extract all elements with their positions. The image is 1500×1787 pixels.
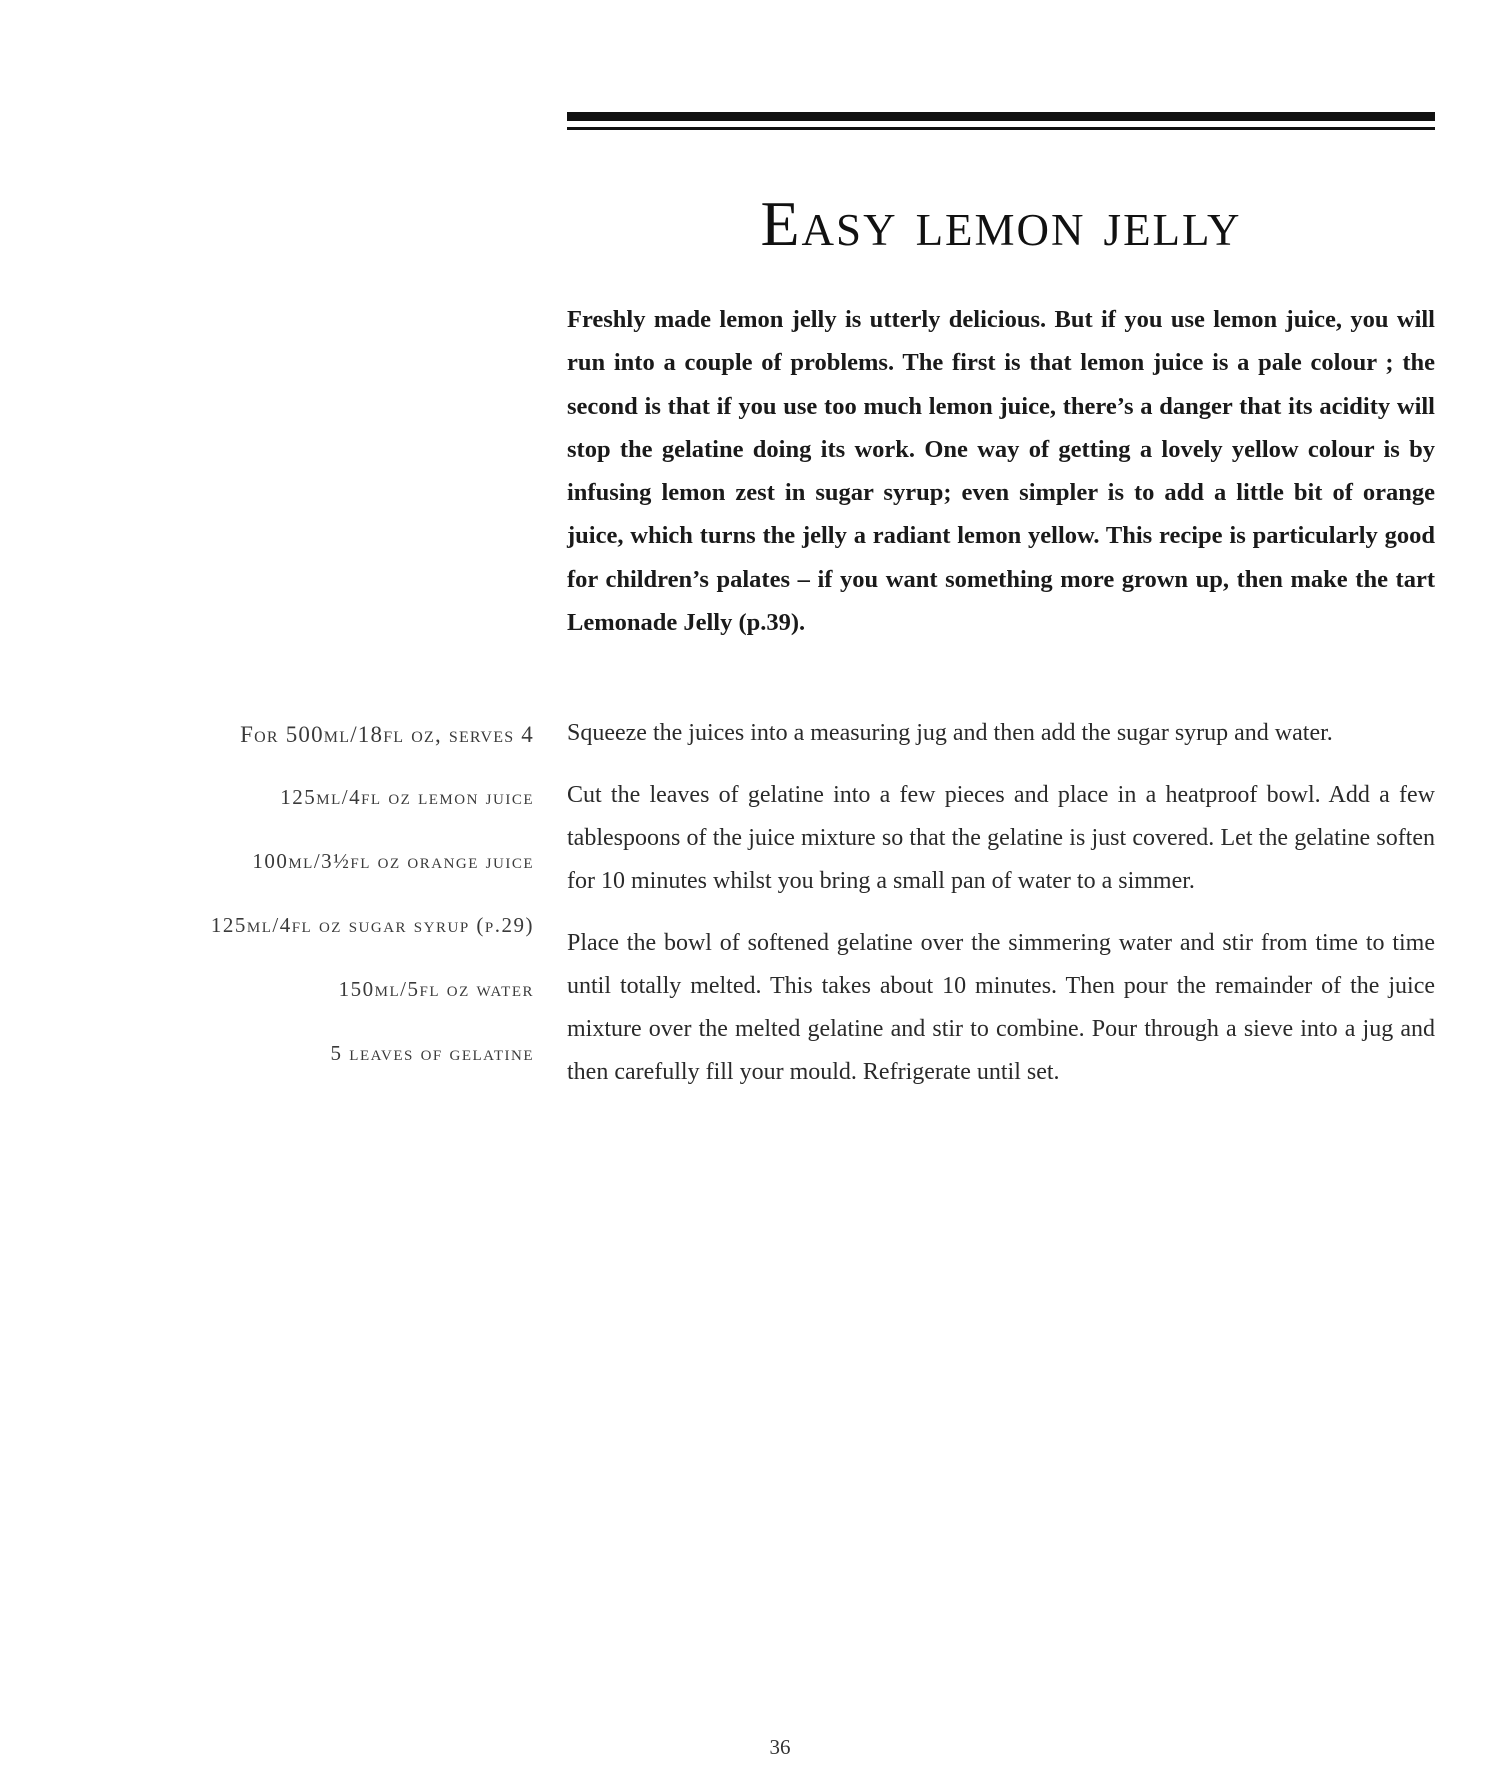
ingredient-item: 125ml/4fl oz sugar syrup (p.29) (210, 913, 534, 937)
ingredient-item: 5 leaves of gelatine (330, 1041, 534, 1065)
method-step: Squeeze the juices into a measuring jug and then add the sugar syrup and water. (567, 720, 1333, 746)
page-number: 36 (769, 1735, 791, 1759)
header-rule-thick (567, 112, 1435, 121)
ingredients-serves: For 500ml/18fl oz, serves 4 (240, 722, 534, 747)
ingredient-item: 100ml/3½fl oz orange juice (252, 849, 534, 873)
method-step: Place the bowl of softened gelatine over the simmering water and stir from time to time until totally melted. This takes about 10 minutes. Then pour the remainder of the juice mixture over the melted gelatine and stir to combine. Pour through a sieve into a jug and then carefully fill your mould. Refrigerate until set. (567, 930, 1435, 1085)
header-rule-thin (567, 127, 1435, 130)
ingredients-list (110, 718, 534, 1100)
recipe-intro: Freshly made lemon jelly is utterly delicious. But if you use lemon juice, you will run into a couple of problems. The first is that lemon juice is a pale colour ; the second is that if you use too much lemon juice, there’s a danger that its acidity will stop the gelatine doing its work. One way of getting a lovely yellow colour is by infusing lemon zest in sugar syrup; even simpler is to add a little bit of orange juice, which turns the jelly a radiant lemon yellow. This recipe is particularly good for children’s palates – if you want something more grown up, then make the tart Lemonade Jelly (p.39). (567, 306, 1435, 637)
ingredient-item: 125ml/4fl oz lemon juice (280, 785, 534, 809)
ingredient-item: 150ml/5fl oz water (338, 977, 534, 1001)
recipe-title: Easy lemon jelly (760, 188, 1242, 259)
method-steps (567, 712, 1435, 1113)
method-step: Cut the leaves of gelatine into a few pieces and place in a heatproof bowl. Add a few tablespoons of the juice mixture so that the gelatine is just covered. Let the gelatine soften for 10 minutes whilst you bring a small pan of water to a simmer. (567, 782, 1435, 894)
